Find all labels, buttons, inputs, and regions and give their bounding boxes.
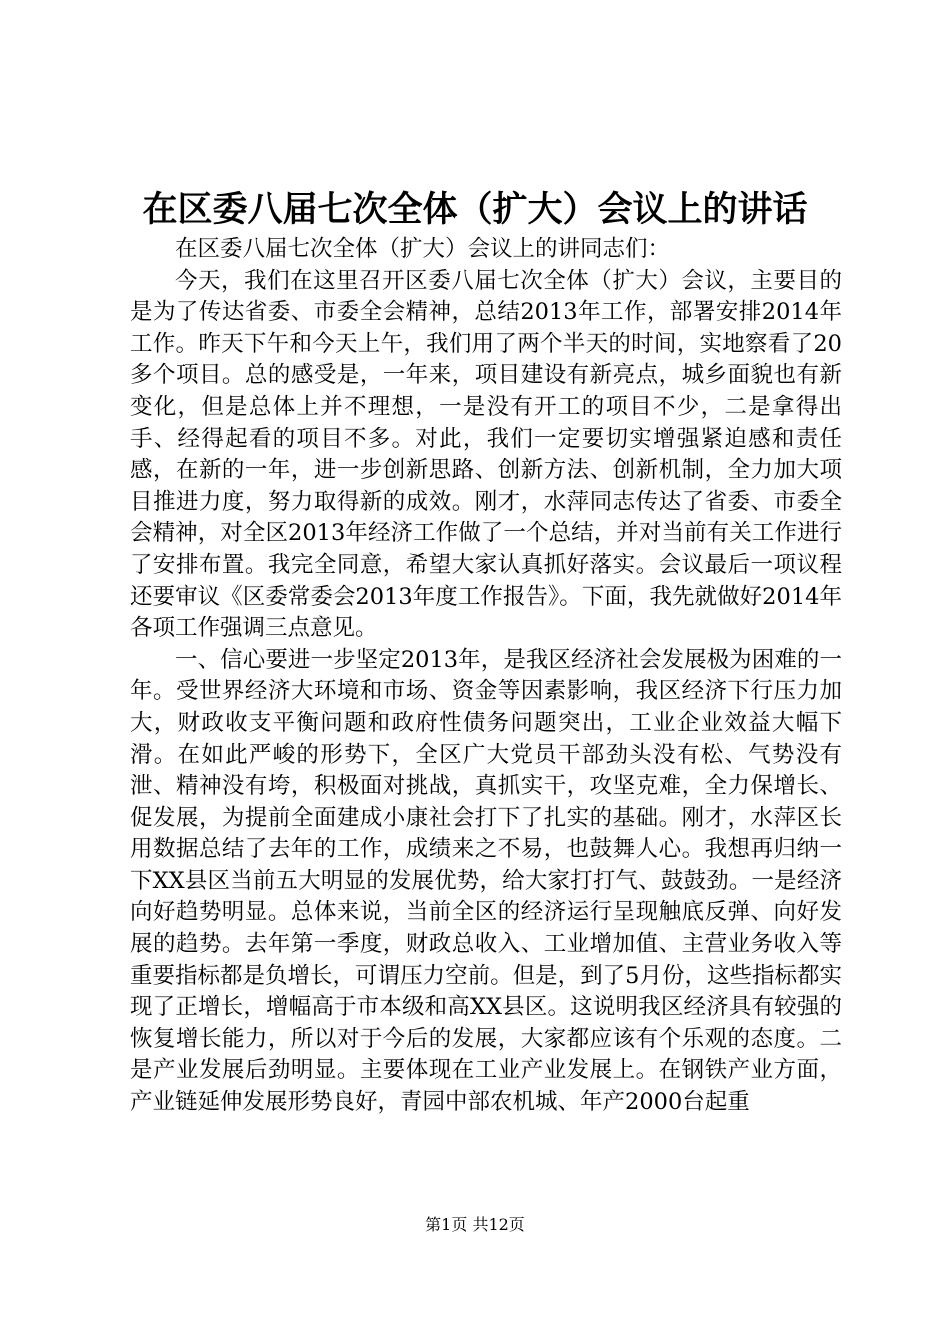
paragraph-section-one: 一、信心要进一步坚定2013年，是我区经济社会发展极为困难的一年。受世界经济大环境和市场、资金等因素影响，我区经济下行压力加大，财政收支平衡问题和政府性债务问题突出，工业企业效益大幅下滑。在如此严峻的形势下，全区广大党员干部劲头没有松、气势没有泄、精神没有垮，积极面对挑战，真抓实干，攻坚克难，全力保增长、促发展，为提前全面建成小康社会打下了扎实的基础。刚才，水萍区长用数据总结了去年的工作，成绩来之不易，也鼓舞人心。我想再归纳一下XX县区当前五大明显的发展优势，给大家打打气、鼓鼓劲。一是经济向好趋势明显。总体来说，当前全区的经济运行呈现触底反弹、向好发展的趋势。去年第一季度，财政总收入、工业增加值、主营业务收入等重要指标都是负增长，可谓压力空前。但是，到了5月份，这些指标都实现了正增长，增幅高于市本级和高XX县区。这说明我区经济具有较强的恢复增长能力，所以对于今后的发展，大家都应该有个乐观的态度。二是产业发展后劲明显。主要体现在工业产业发展上。在钢铁产业方面，产业链延伸发展形势良好，青园中部农机城、年产2000台起重 <box>130 646 842 1116</box>
document-body <box>130 234 842 1119</box>
paragraph-salutation: 在区委八届七次全体（扩大）会议上的讲同志们： <box>175 236 671 262</box>
document-title: 在区委八届七次全体（扩大）会议上的讲话 <box>142 189 808 230</box>
paragraph-intro: 今天，我们在这里召开区委八届七次全体（扩大）会议，主要目的是为了传达省委、市委全会精神，总结2013年工作，部署安排2014年工作。昨天下午和今天上午，我们用了两个半天的时间，实地察看了20多个项目。总的感受是，一年来，项目建设有新亮点，城乡面貌也有新变化，但是总体上并不理想，一是没有开工的项目不少，二是拿得出手、经得起看的项目不多。对此，我们一定要切实增强紧迫感和责任感，在新的一年，进一步创新思路、创新方法、创新机制，全力加大项目推进力度，努力取得新的成效。刚才，水萍同志传达了省委、市委全会精神，对全区2013年经济工作做了一个总结，并对当前有关工作进行了安排布置。我完全同意，希望大家认真抓好落实。会议最后一项议程还要审议《区委常委会2013年度工作报告》。下面，我先就做好2014年各项工作强调三点意见。 <box>130 267 842 642</box>
page-number-footer: 第1页 共12页 <box>425 1215 525 1234</box>
